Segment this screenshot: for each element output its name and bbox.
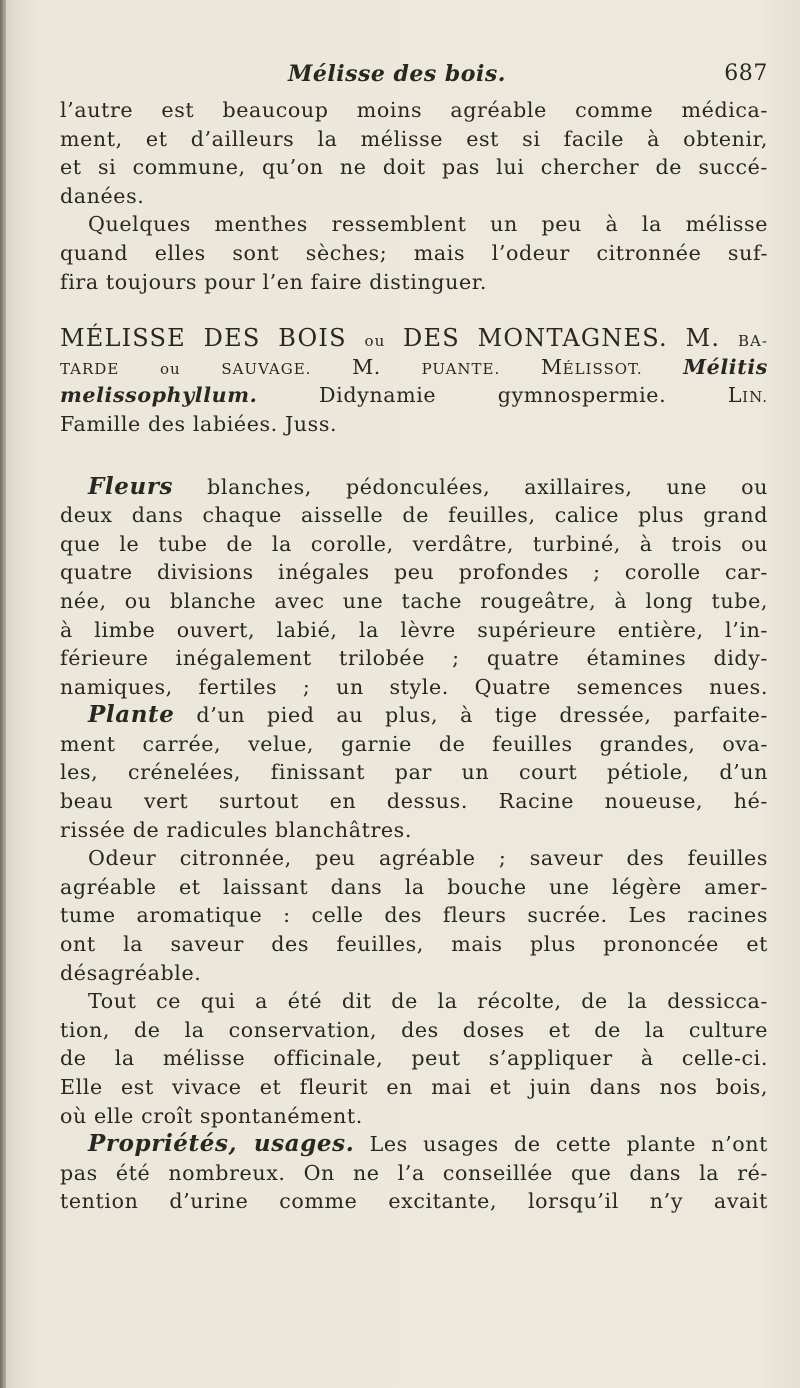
synonym-name: PUANTE.	[421, 359, 501, 378]
text-line: deux dans chaque aisselle de feuilles, calice plus grand	[60, 503, 768, 528]
synonym-name: MÉLISSOT.	[540, 354, 643, 379]
synonym-name: TARDE	[60, 359, 120, 378]
section-label-fleurs: Fleurs	[88, 472, 174, 500]
entry-title-line	[60, 324, 768, 353]
text-line: Fleurs blanches, pédonculées, axillaires, une ou	[88, 472, 768, 500]
text-line: et si commune, qu’on ne doit pas lui chercher de succé-	[60, 155, 768, 180]
synonym-name: BA-	[738, 332, 768, 351]
text-line: quand elles sont sèches; mais l’odeur citronnée suf-	[60, 240, 768, 265]
paragraph-menthes	[60, 210, 768, 296]
text-line: tume aromatique : celle des fleurs sucrée. Les racines	[60, 903, 768, 928]
text-line: désagréable.	[60, 960, 202, 985]
authority-linne: LIN.	[727, 383, 768, 408]
latin-genus: Mélitis	[683, 354, 768, 379]
text-line: beau vert surtout en dessus. Racine noueuse, hé-	[60, 789, 768, 814]
text-line: à limbe ouvert, labié, la lèvre supérieure entière, l’in-	[60, 617, 768, 642]
entry-title-conjunction: ou	[364, 332, 386, 351]
text-line: Propriétés, usages. Les usages de cette plante n’ont	[88, 1130, 768, 1158]
text-line: Plante d’un pied au plus, à tige dressée, parfaite-	[88, 701, 768, 729]
paragraph-fleurs	[60, 473, 768, 702]
running-head: Mélisse des bois.	[288, 61, 506, 87]
family-line: Famille des labiées. Juss.	[60, 411, 338, 436]
paragraph-culture	[60, 987, 768, 1130]
entry-heading	[60, 324, 768, 438]
text-line: rissée de radicules blanchâtres.	[60, 817, 412, 842]
text-line: tion, de la conservation, des doses et de la culture	[60, 1017, 768, 1042]
text-line: férieure inégalement trilobée ; quatre étamines didy-	[60, 646, 768, 671]
synonym-name: SAUVAGE.	[221, 359, 312, 378]
text-line: ont la saveur des feuilles, mais plus prononcée et	[60, 932, 768, 957]
entry-title-alt: DES MONTAGNES.	[403, 324, 668, 353]
text-line: fira toujours pour l’en faire distinguer.	[60, 269, 488, 294]
paragraph-odeur	[60, 844, 768, 987]
latin-species: melissophyllum.	[60, 383, 258, 408]
spacer	[60, 296, 768, 324]
paragraph-plante	[60, 701, 768, 844]
text-line: namiques, fertiles ; un style. Quatre semences nues.	[60, 674, 768, 699]
text-line: l’autre est beaucoup moins agréable comme médica-	[60, 98, 768, 122]
text-line: Quelques menthes ressemblent un peu à la mélisse	[88, 212, 768, 237]
section-label-proprietes: Propriétés, usages.	[88, 1130, 355, 1158]
text-line: Tout ce qui a été dit de la récolte, de la dessicca-	[88, 989, 768, 1014]
text-line: que le tube de la corolle, verdâtre, turbiné, à trois ou	[60, 531, 768, 556]
text-line: ment carrée, velue, garnie de feuilles grandes, ova-	[60, 731, 768, 756]
paragraph-continuation	[60, 96, 768, 210]
section-label-plante: Plante	[88, 701, 175, 729]
text-line: de la mélisse officinale, peut s’appliquer à celle-ci.	[60, 1046, 768, 1071]
text-line: agréable et laissant dans la bouche une légère amer-	[60, 874, 768, 899]
page-content	[60, 60, 768, 1216]
synonym-conjunction: ou	[159, 359, 181, 378]
text-line: Odeur citronnée, peu agréable ; saveur des feuilles	[88, 846, 768, 871]
page-number: 687	[724, 61, 768, 86]
text-line: les, crénelées, finissant par un court pétiole, d’un	[60, 760, 768, 785]
text-line: où elle croît spontanément.	[60, 1103, 363, 1128]
entry-title: MÉLISSE DES BOIS	[60, 324, 347, 353]
text-line: quatre divisions inégales peu profondes ; corolle car-	[60, 560, 768, 585]
text-line: ment, et d’ailleurs la mélisse est si facile à obtenir,	[60, 126, 768, 151]
text-line: Elle est vivace et fleurit en mai et juin dans nos bois,	[60, 1075, 768, 1099]
text-line: danées.	[60, 183, 145, 208]
synonym-genus-abbrev: M.	[352, 354, 381, 379]
synonym-genus-abbrev: M.	[685, 324, 721, 353]
page-header	[60, 60, 768, 96]
page-binding-edge	[0, 0, 6, 1388]
classification-line	[60, 381, 768, 410]
text-line: tention d’urine comme excitante, lorsqu’il n’y avait	[60, 1189, 768, 1214]
text-line: pas été nombreux. On ne l’a conseillée que dans la ré-	[60, 1160, 768, 1185]
spacer	[60, 439, 768, 473]
paragraph-proprietes	[60, 1130, 768, 1216]
linnaean-class: Didynamie gymnospermie.	[319, 383, 667, 408]
synonyms-line	[60, 353, 768, 382]
text-line: née, ou blanche avec une tache rougeâtre, à long tube,	[60, 588, 768, 613]
